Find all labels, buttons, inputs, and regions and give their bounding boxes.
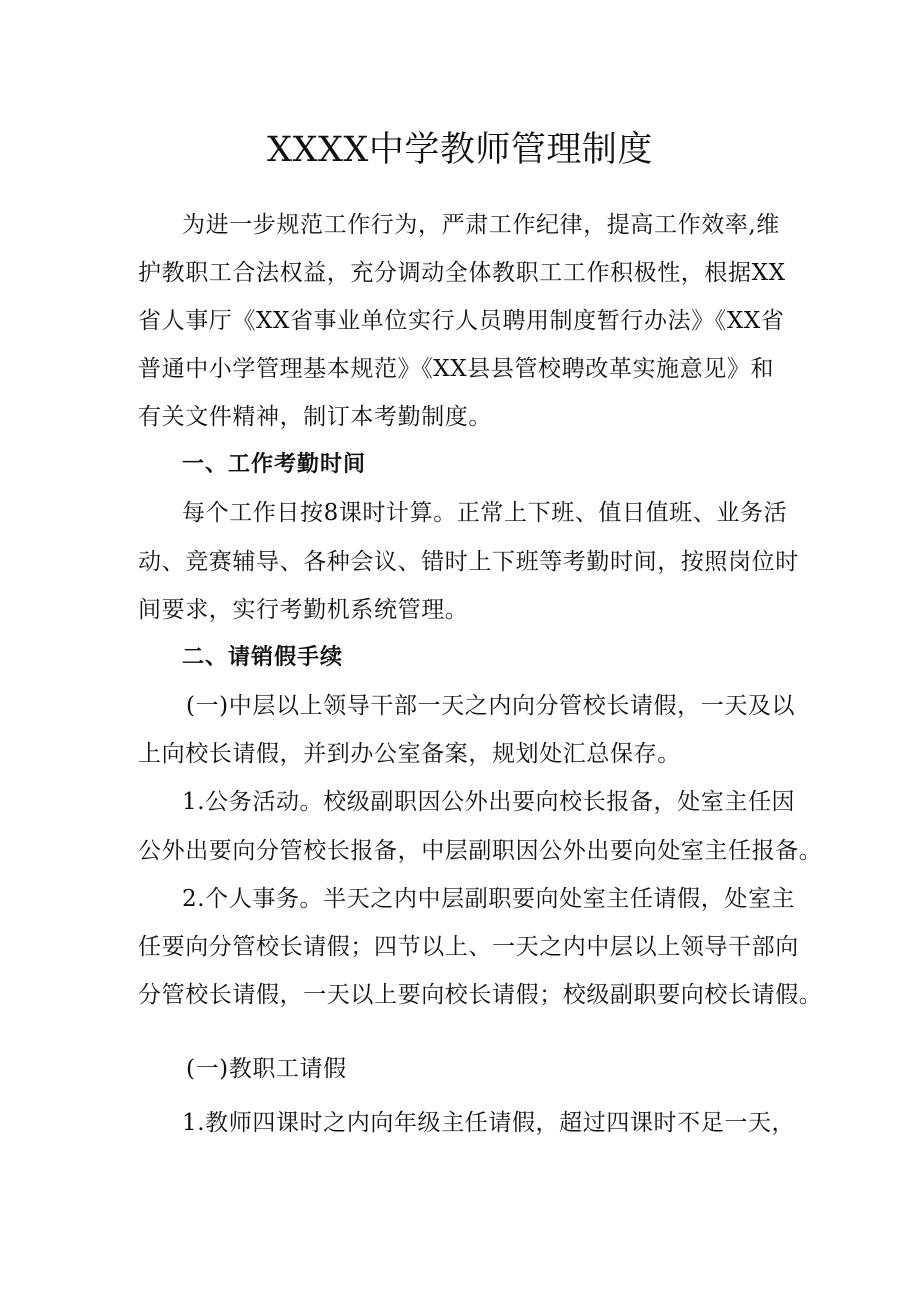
- attendance-paragraph-line: 每个工作日按8课时计算。正常上下班、值日值班、业务活: [182, 500, 788, 526]
- leave-paragraph-line: 上向校长请假，并到办公室备案，规划处汇总保存。: [138, 741, 681, 767]
- item-1-line: 1.公务活动。校级副职因公外出要向校长报备，处室主任因: [182, 789, 796, 815]
- item-1-line: 公外出要向分管校长报备，中层副职因公外出要向处室主任报备。: [138, 838, 823, 864]
- intro-paragraph-line: 护教职工合法权益，充分调动全体教职工工作积极性，根据XX: [138, 260, 786, 286]
- leave-paragraph-line: (一)中层以上领导干部一天之内向分管校长请假，一天及以: [186, 693, 796, 719]
- intro-paragraph-line: 为进一步规范工作行为，严肃工作纪律，提高工作效率,维: [182, 212, 780, 238]
- subsection-staff-leave: (一)教职工请假: [186, 1056, 347, 1082]
- staff-leave-line: 1.教师四课时之内向年级主任请假，超过四课时不足一天，: [182, 1110, 796, 1136]
- intro-paragraph-line: 有关文件精神，制订本考勤制度。: [138, 404, 492, 430]
- document-title: XXXX中学教师管理制度: [267, 130, 653, 170]
- intro-paragraph-line: 省人事厅《XX省事业单位实行人员聘用制度暂行办法》《XX省: [138, 308, 785, 334]
- section-heading-leave-procedures: 二、请销假手续: [182, 645, 344, 670]
- intro-paragraph-line: 普通中小学管理基本规范》《XX县县管校聘改革实施意见》和: [138, 356, 775, 382]
- item-2-line: 2.个人事务。半天之内中层副职要向处室主任请假，处室主: [182, 886, 796, 912]
- item-2-line: 任要向分管校长请假；四节以上、一天之内中层以上领导干部向: [138, 934, 799, 960]
- item-2-line: 分管校长请假，一天以上要向校长请假；校级副职要向校长请假。: [138, 982, 823, 1008]
- attendance-paragraph-line: 间要求，实行考勤机系统管理。: [138, 597, 469, 623]
- attendance-paragraph-line: 动、竞赛辅导、各种会议、错时上下班等考勤时间，按照岗位时: [138, 549, 799, 575]
- section-heading-attendance-time: 一、工作考勤时间: [182, 452, 367, 477]
